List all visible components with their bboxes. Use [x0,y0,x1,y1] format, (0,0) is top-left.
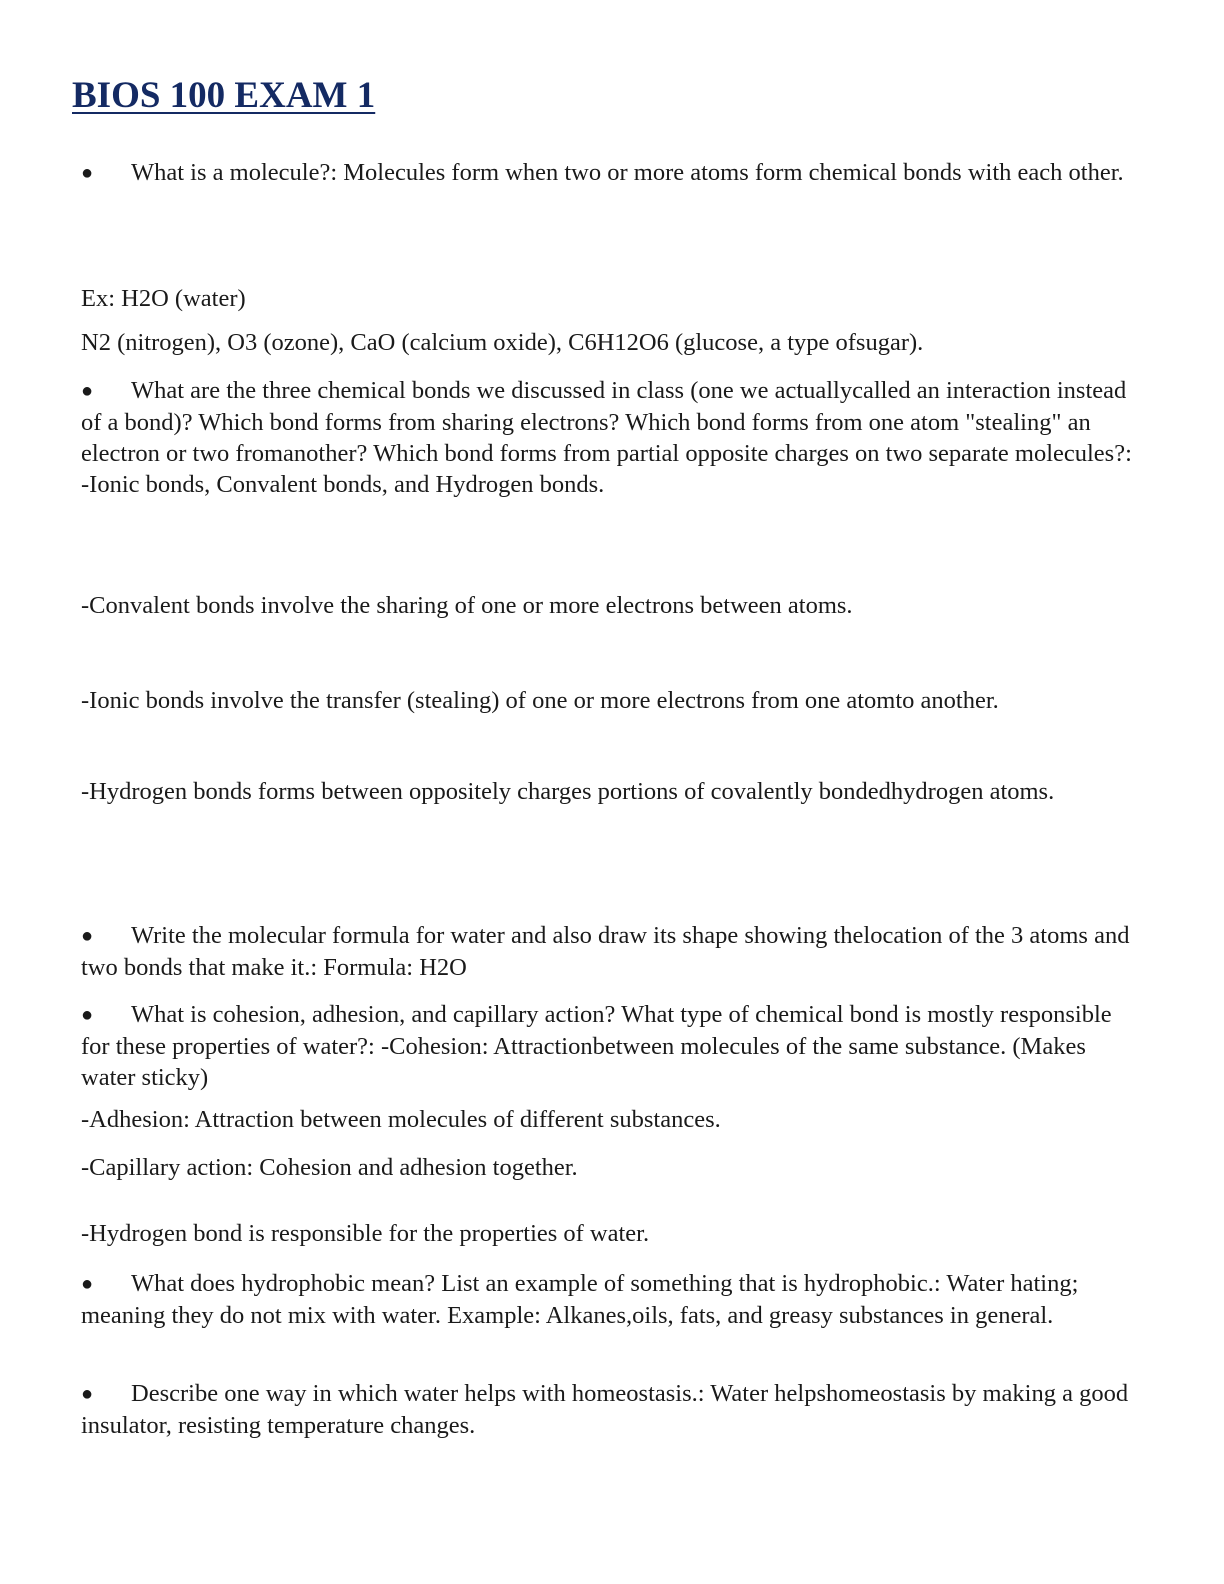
question-hydrophobic [81,1268,1143,1331]
answer-covalent-bonds: -Convalent bonds involve the sharing of one or more electrons between atoms. [81,592,853,619]
question-text: What is cohesion, adhesion, and capillary action? What type of chemical bond is mostly responsible for these properties of water?: -Cohesion: Attractionbetween molecules of the same substance. (Makes water sticky) [81,1001,1112,1091]
bullet-icon: ● [81,162,94,184]
example-water: Ex: H2O (water) [81,285,246,312]
question-text: Describe one way in which water helps with homeostasis.: Water helpshomeostasis by making a good insulator, resisting temperature changes. [81,1380,1129,1439]
answer-adhesion: -Adhesion: Attraction between molecules of different substances. [81,1106,721,1133]
question-text: Write the molecular formula for water and also draw its shape showing thelocation of the 3 atoms and two bonds that make it.: Formula: H2O [81,922,1130,981]
bullet-icon: ● [81,1273,94,1295]
answer-ionic-bonds: -Ionic bonds involve the transfer (stealing) of one or more electrons from one atomto another. [81,687,999,714]
question-water-formula [81,920,1143,983]
question-cohesion [81,999,1143,1093]
example-molecules: N2 (nitrogen), O3 (ozone), CaO (calcium oxide), C6H12O6 (glucose, a type ofsugar). [81,329,924,356]
bullet-icon: ● [81,380,94,402]
answer-capillary-action: -Capillary action: Cohesion and adhesion together. [81,1154,578,1181]
question-text: What is a molecule?: Molecules form when two or more atoms form chemical bonds with each other. [131,159,1124,186]
question-text: What does hydrophobic mean? List an example of something that is hydrophobic.: Water hating; meaning they do not mix with water. Example: Alkanes,oils, fats, and greasy substances in general. [81,1270,1079,1329]
page-title: BIOS 100 EXAM 1 [72,75,376,116]
bullet-icon: ● [81,1383,94,1405]
question-text: What are the three chemical bonds we discussed in class (one we actuallycalled an interaction instead of a bond)? Which bond forms from sharing electrons? Which bond forms from one atom "stealing" an electron or two fromanother? Which bond forms from partial opposite charges on two separate molecules?: -Ionic bonds, Convalent bonds, and Hydrogen bonds. [81,377,1132,498]
question-homeostasis [81,1378,1143,1441]
answer-hydrogen-bonds: -Hydrogen bonds forms between oppositely charges portions of covalently bondedhydrogen atoms. [81,778,1055,805]
question-chemical-bonds [81,375,1143,500]
answer-hydrogen-bond-water: -Hydrogen bond is responsible for the properties of water. [81,1220,650,1247]
question-molecule [81,157,1143,189]
bullet-icon: ● [81,1004,94,1026]
bullet-icon: ● [81,925,94,947]
